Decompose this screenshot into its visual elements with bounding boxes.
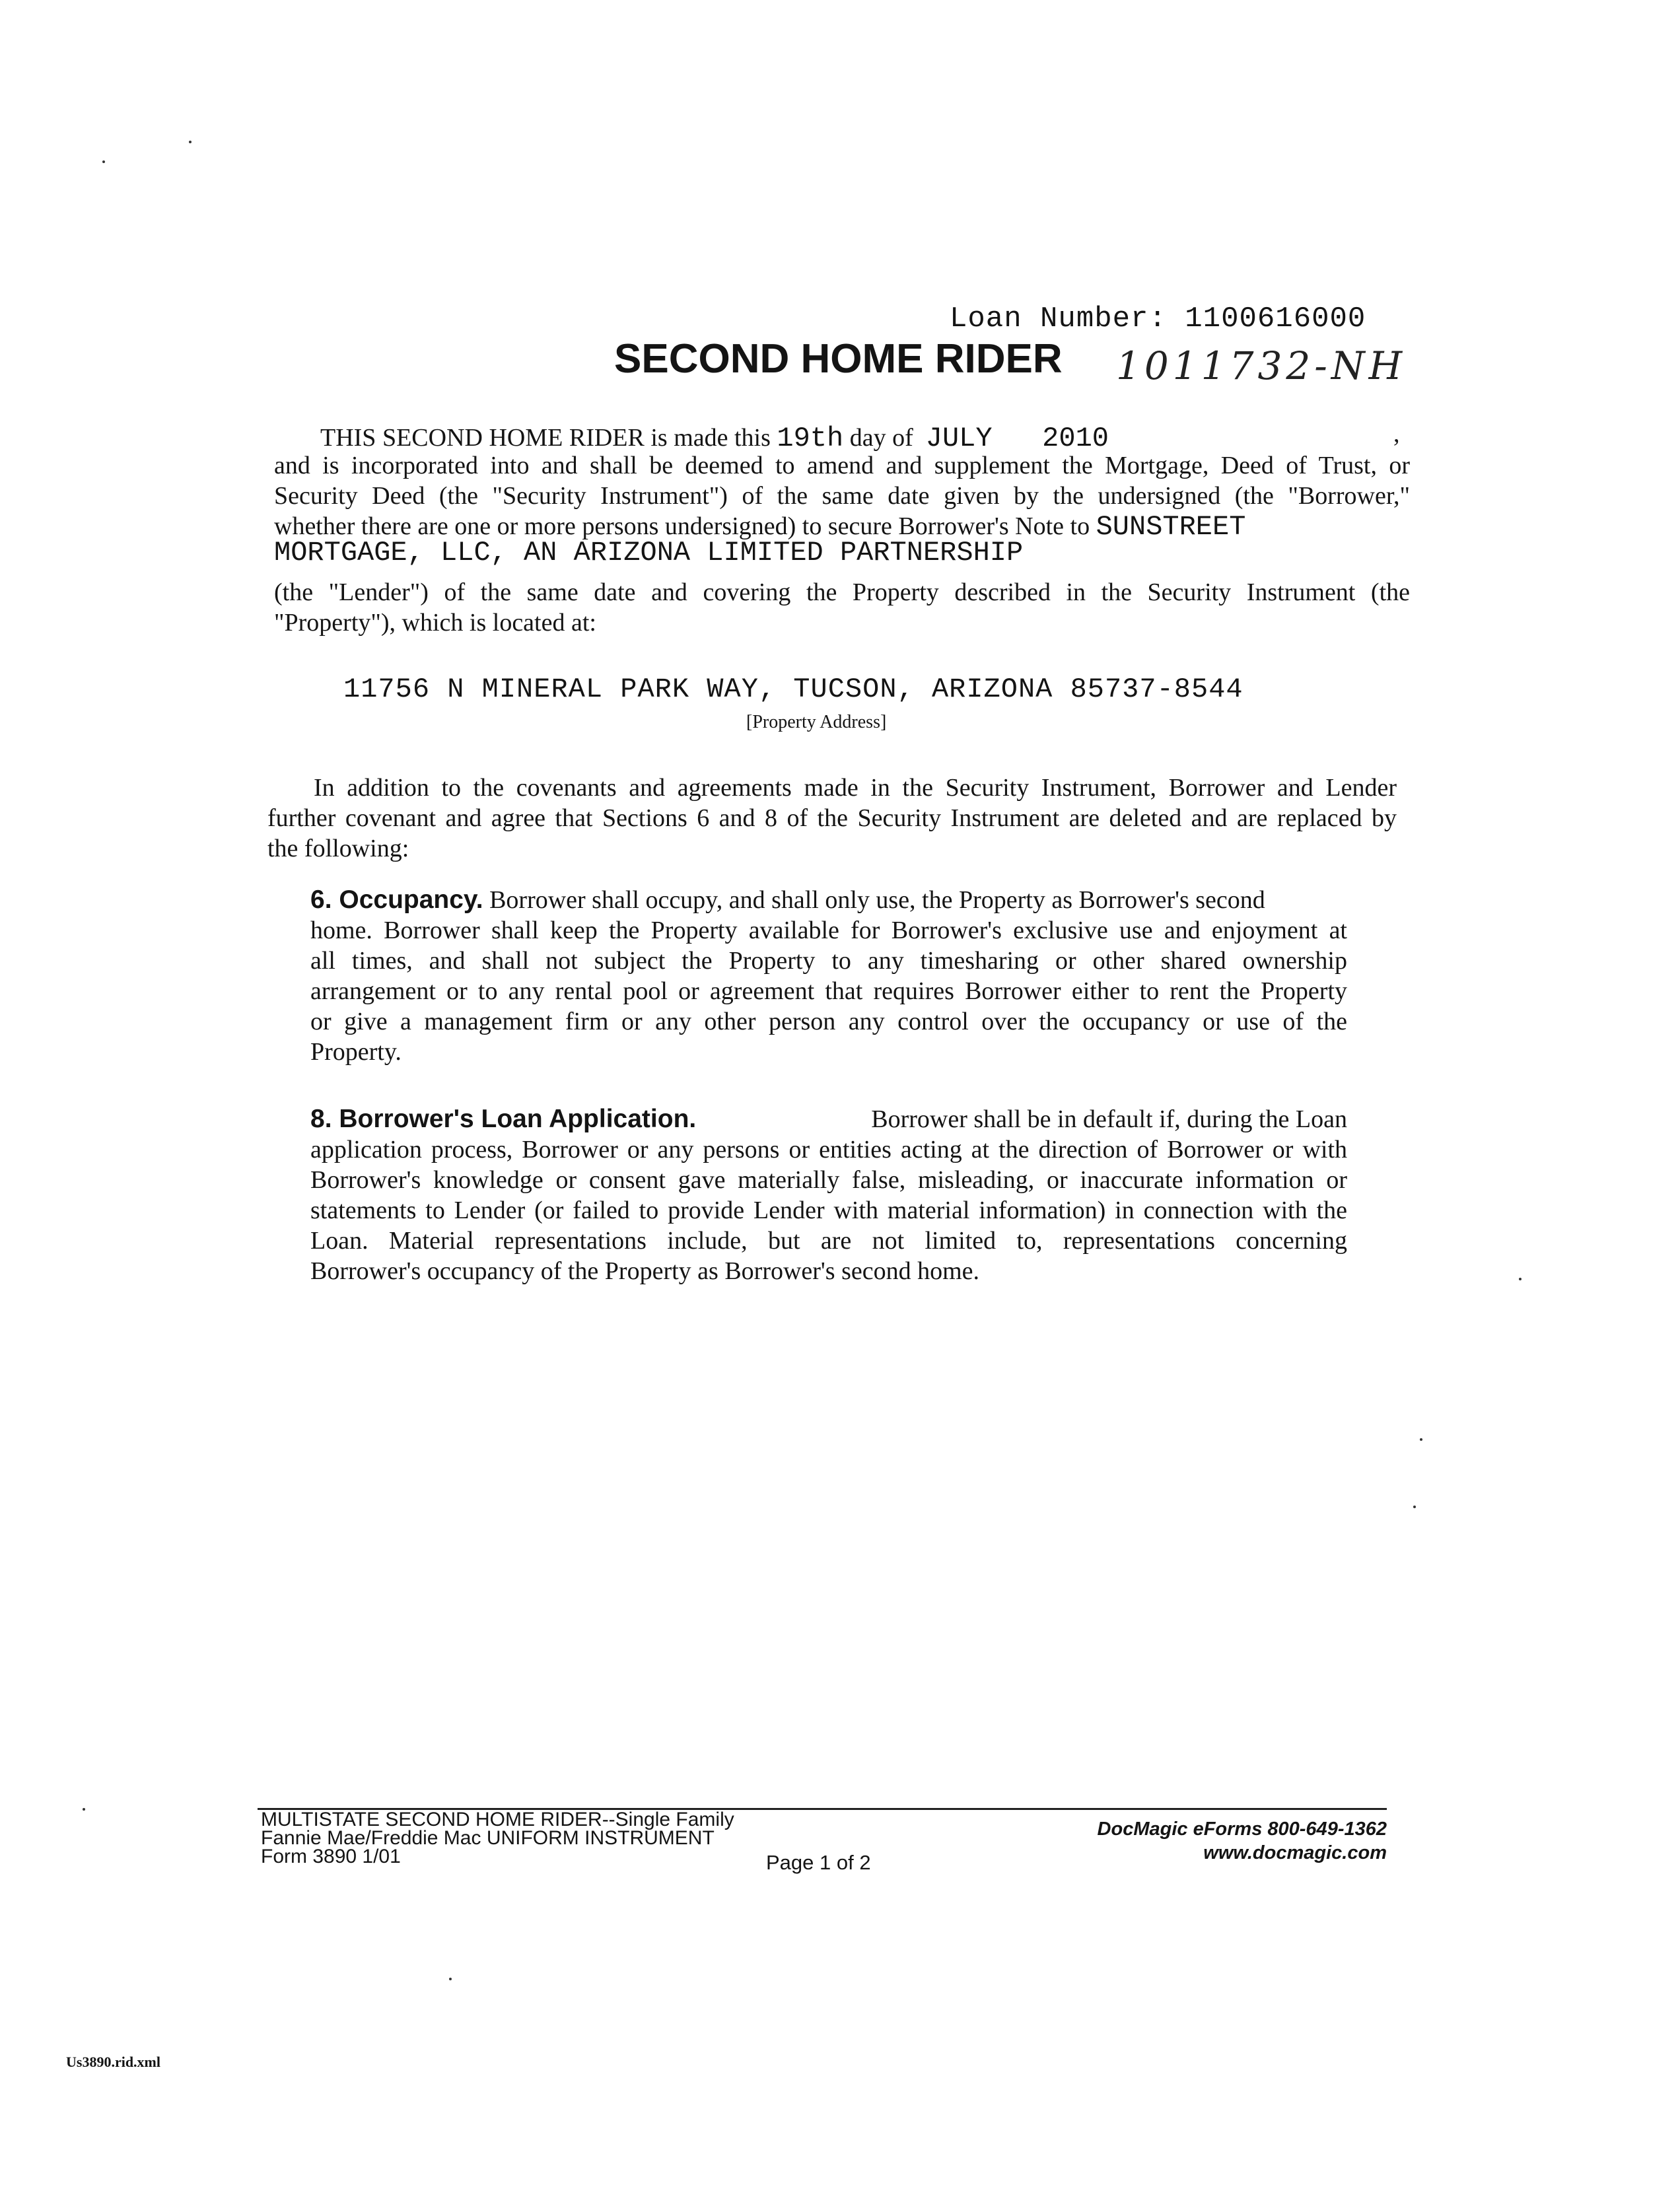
- section-6-line-1: [310, 885, 1265, 915]
- section-6-line-6: Property.: [310, 1038, 402, 1066]
- section-8-line-4: statements to Lender (or failed to provide Lender with material information) in connection with the: [310, 1197, 1347, 1224]
- section-8-line-3: Borrower's knowledge or consent gave materially false, misleading, or inaccurate information or: [310, 1166, 1347, 1194]
- covenants-line-1: In addition to the covenants and agreements made in the Security Instrument, Borrower and Lender: [314, 774, 1397, 802]
- scan-speck: [189, 141, 192, 143]
- intro-line-7: "Property"), which is located at:: [274, 609, 596, 637]
- scan-speck: [1519, 1278, 1522, 1280]
- footer-line-2: Fannie Mae/Freddie Mac UNIFORM INSTRUMENT: [261, 1827, 715, 1849]
- section-6-heading: 6. Occupancy.: [310, 885, 483, 914]
- intro-line-1: [320, 423, 1109, 454]
- intro-line-3: Security Deed (the "Security Instrument") of the same date given by the undersigned (the "Borrower,": [274, 482, 1410, 510]
- lender-name-part1: SUNSTREET: [1096, 511, 1246, 543]
- section-8-line-6: Borrower's occupancy of the Property as Borrower's second home.: [310, 1257, 980, 1285]
- rider-month-year: JULY 2010: [925, 423, 1109, 454]
- page-number: Page 1 of 2: [766, 1851, 871, 1874]
- scan-speck: [83, 1808, 85, 1811]
- section-8-line-2: application process, Borrower or any persons or entities acting at the direction of Borrower or with: [310, 1136, 1347, 1163]
- scan-speck: [1413, 1506, 1416, 1508]
- footer-line-3: Form 3890 1/01: [261, 1846, 401, 1867]
- intro-text: day of: [849, 424, 913, 452]
- scan-speck: [449, 1978, 452, 1980]
- section-6-line-3: all times, and shall not subject the Property to any timesharing or other shared ownership: [310, 947, 1347, 975]
- section-8-heading: 8. Borrower's Loan Application.: [310, 1105, 697, 1133]
- intro-comma: ,: [1393, 420, 1400, 448]
- scan-speck: [1420, 1438, 1422, 1441]
- covenants-line-2: further covenant and agree that Sections 6 and 8 of the Security Instrument are deleted and are replaced by: [267, 804, 1397, 832]
- rider-day: 19th: [777, 423, 844, 454]
- section-8-text: Borrower shall be in default if, during the Loan: [871, 1105, 1347, 1133]
- lender-name-part2: MORTGAGE, LLC, AN ARIZONA LIMITED PARTNERSHIP: [274, 537, 1024, 569]
- document-title: SECOND HOME RIDER: [614, 336, 1063, 382]
- footer-vendor: DocMagic eForms 800-649-1362: [1097, 1819, 1387, 1840]
- section-8-line-5: Loan. Material representations include, but are not limited to, representations concerning: [310, 1227, 1347, 1255]
- property-address: 11756 N MINERAL PARK WAY, TUCSON, ARIZONA 85737-8544: [343, 674, 1243, 705]
- footer-website: www.docmagic.com: [1203, 1842, 1387, 1863]
- section-6-line-5: or give a management firm or any other person any control over the occupancy or use of the: [310, 1008, 1347, 1035]
- section-8-line-1: [310, 1104, 1347, 1134]
- intro-text: THIS SECOND HOME RIDER is made this: [320, 424, 771, 452]
- intro-text: whether there are one or more persons undersigned) to secure Borrower's Note to: [274, 512, 1090, 540]
- footer-vendor-block: [1030, 1817, 1387, 1865]
- scan-speck: [102, 160, 105, 163]
- covenants-line-3: the following:: [267, 835, 409, 862]
- loan-number-label: Loan Number:: [950, 302, 1167, 335]
- handwritten-reference: 1011732-NH: [1116, 343, 1407, 388]
- form-code: Us3890.rid.xml: [66, 2054, 160, 2070]
- footer-line-1: MULTISTATE SECOND HOME RIDER--Single Family: [261, 1809, 734, 1830]
- intro-line-2: and is incorporated into and shall be deemed to amend and supplement the Mortgage, Deed of Trust, or: [274, 452, 1410, 479]
- section-6-line-2: home. Borrower shall keep the Property available for Borrower's exclusive use and enjoyment at: [310, 917, 1347, 944]
- property-address-caption: [Property Address]: [746, 712, 887, 732]
- footer-form-info: [261, 1811, 734, 1866]
- section-6-text: Borrower shall occupy, and shall only use, the Property as Borrower's second: [489, 886, 1265, 914]
- loan-number: [950, 302, 1366, 335]
- section-6-line-4: arrangement or to any rental pool or agreement that requires Borrower either to rent the Property: [310, 977, 1347, 1005]
- intro-line-6: (the "Lender") of the same date and covering the Property described in the Security Instrument (the: [274, 578, 1410, 606]
- loan-number-value: 1100616000: [1185, 302, 1366, 335]
